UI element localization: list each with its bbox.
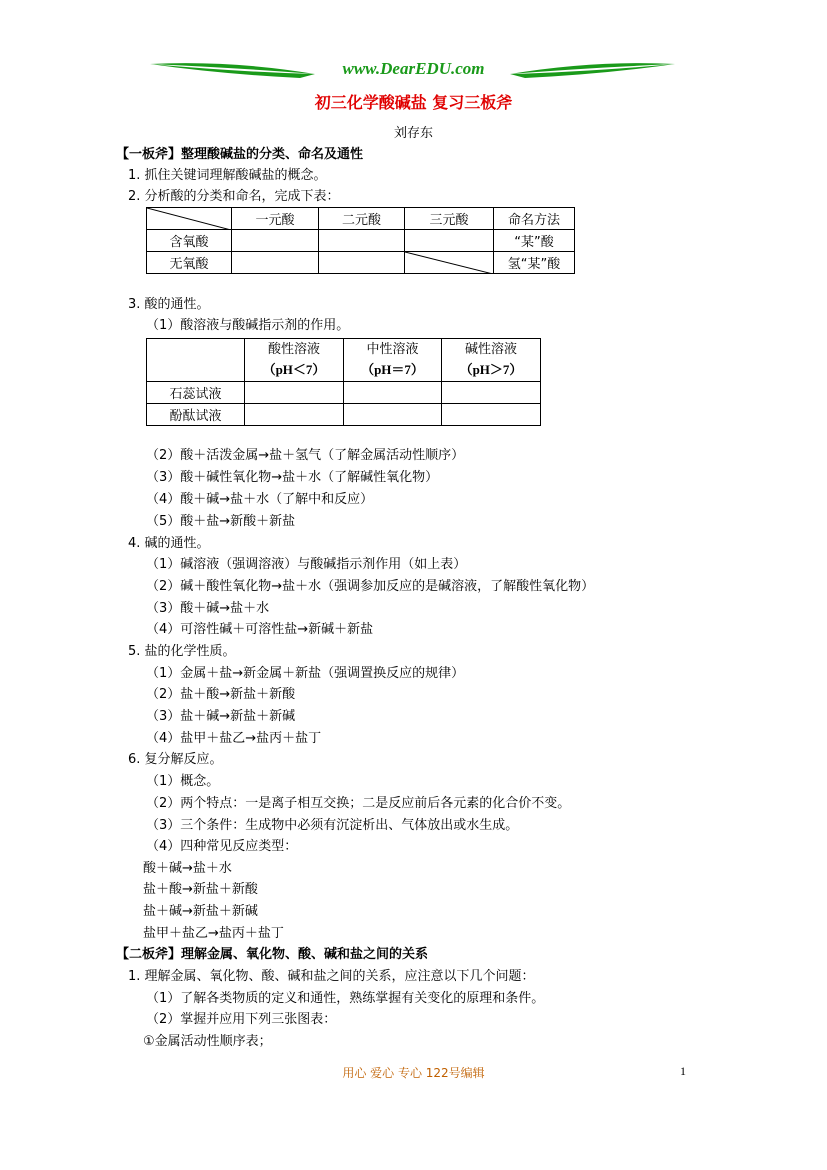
- crossed-cell: [405, 252, 494, 274]
- diagonal-line: [147, 208, 231, 230]
- empty-cell: [442, 404, 541, 426]
- table-row: [147, 382, 541, 404]
- table-row: [147, 230, 575, 252]
- s2-item1-3: ①金属活动性顺序表；: [143, 1034, 272, 1049]
- reaction-type: 盐＋酸→新盐＋新酸: [143, 882, 258, 897]
- empty-cell: [344, 404, 442, 426]
- section1-heading: 【一板斧】整理酸碱盐的分类、命名及通性: [116, 147, 364, 162]
- reaction-type: 盐甲＋盐乙→盐丙＋盐丁: [143, 926, 284, 941]
- s1-item3: 3. 酸的通性。: [128, 297, 210, 312]
- s1-item3-1: （1）酸溶液与酸碱指示剂的作用。: [146, 318, 350, 333]
- s1-item5-3: （3）盐＋碱→新盐＋新碱: [146, 709, 296, 724]
- s1-item3-2: （2）酸＋活泼金属→盐＋氢气（了解金属活动性顺序）: [146, 448, 465, 463]
- empty-cell: [319, 230, 405, 252]
- site-url: www.DearEDU.com: [342, 59, 485, 78]
- empty-cell: [232, 230, 319, 252]
- row-label: 酚酞试液: [147, 404, 245, 426]
- s2-item1-2: （2）掌握并应用下列三张图表：: [146, 1012, 337, 1027]
- ph-range: （pH＝7）: [361, 361, 424, 377]
- document-title: 初三化学酸碱盐 复习三板斧: [314, 93, 513, 112]
- diagonal-header-cell: [147, 208, 232, 230]
- col-header: 命名方法: [494, 208, 575, 230]
- ph-range: （pH＞7）: [459, 361, 523, 377]
- page-footer: 用心 爱心 专心 122号编辑: [342, 1066, 485, 1080]
- table-row: [147, 252, 575, 274]
- s1-item4-1: （1）碱溶液（强调溶液）与酸碱指示剂作用（如上表）: [146, 557, 467, 572]
- naming-cell: 氢“某”酸: [494, 252, 575, 274]
- row-label: 含氧酸: [147, 230, 232, 252]
- corner-cell: [147, 339, 245, 382]
- s1-item5-2: （2）盐＋酸→新盐＋新酸: [146, 687, 296, 702]
- s1-item5-4: （4）盐甲＋盐乙→盐丙＋盐丁: [146, 731, 322, 746]
- section2-heading: 【二板斧】理解金属、氧化物、酸、碱和盐之间的关系: [116, 947, 429, 962]
- table-row: [147, 208, 575, 230]
- page-number: 1: [680, 1064, 686, 1078]
- col-name: 酸性溶液: [267, 341, 320, 357]
- s1-item3-4: （4）酸＋碱→盐＋水（了解中和反应）: [146, 492, 374, 507]
- indicator-table: [146, 338, 541, 426]
- naming-cell: “某”酸: [494, 230, 575, 252]
- s1-item6-3: （3）三个条件：生成物中必须有沉淀析出、气体放出或水生成。: [146, 818, 519, 833]
- s1-item1: 1. 抓住关键词理解酸碱盐的概念。: [128, 168, 327, 183]
- empty-cell: [245, 404, 344, 426]
- s1-item3-5: （5）酸＋盐→新酸＋新盐: [146, 514, 296, 529]
- s1-item6-1: （1）概念。: [146, 774, 220, 789]
- col-header: [245, 339, 344, 382]
- s1-item5: 5. 盐的化学性质。: [128, 644, 236, 659]
- s1-item6-2: （2）两个特点：一是离子相互交换；二是反应前后各元素的化合价不变。: [146, 796, 571, 811]
- empty-cell: [245, 382, 344, 404]
- col-header: [442, 339, 541, 382]
- col-header: 一元酸: [232, 208, 319, 230]
- ph-range: （pH＜7）: [262, 361, 326, 377]
- s1-item3-3: （3）酸＋碱性氧化物→盐＋水（了解碱性氧化物）: [146, 470, 439, 485]
- acid-classification-table: [146, 207, 575, 274]
- s1-item4-3: （3）酸＋碱→盐＋水: [146, 601, 270, 616]
- s1-item2: 2. 分析酸的分类和命名，完成下表：: [128, 189, 340, 204]
- s2-item1: 1. 理解金属、氧化物、酸、碱和盐之间的关系，应注意以下几个问题：: [128, 969, 535, 984]
- diagonal-line: [405, 252, 493, 274]
- col-header: 二元酸: [319, 208, 405, 230]
- author-name: 刘存东: [393, 126, 433, 141]
- s1-item5-1: （1）金属＋盐→新金属＋新盐（强调置换反应的规律）: [146, 666, 465, 681]
- empty-cell: [232, 252, 319, 274]
- col-name: 中性溶液: [366, 341, 419, 357]
- empty-cell: [442, 382, 541, 404]
- s1-item4-4: （4）可溶性碱＋可溶性盐→新碱＋新盐: [146, 622, 374, 637]
- reaction-type: 盐＋碱→新盐＋新碱: [143, 904, 258, 919]
- col-name: 碱性溶液: [464, 341, 517, 357]
- table-row: [147, 404, 541, 426]
- reaction-type: 酸＋碱→盐＋水: [143, 861, 232, 876]
- row-label: 无氧酸: [147, 252, 232, 274]
- s1-item6-4: （4）四种常见反应类型：: [146, 839, 298, 854]
- table-row: [147, 339, 541, 382]
- col-header: [344, 339, 442, 382]
- empty-cell: [344, 382, 442, 404]
- s1-item4-2: （2）碱＋酸性氧化物→盐＋水（强调参加反应的是碱溶液，了解酸性氧化物）: [146, 579, 595, 594]
- empty-cell: [319, 252, 405, 274]
- s2-item1-1: （1）了解各类物质的定义和通性，熟练掌握有关变化的原理和条件。: [146, 991, 545, 1006]
- s1-item4: 4. 碱的通性。: [128, 536, 210, 551]
- row-label: 石蕊试液: [147, 382, 245, 404]
- col-header: 三元酸: [405, 208, 494, 230]
- s1-item6: 6. 复分解反应。: [128, 752, 223, 767]
- empty-cell: [405, 230, 494, 252]
